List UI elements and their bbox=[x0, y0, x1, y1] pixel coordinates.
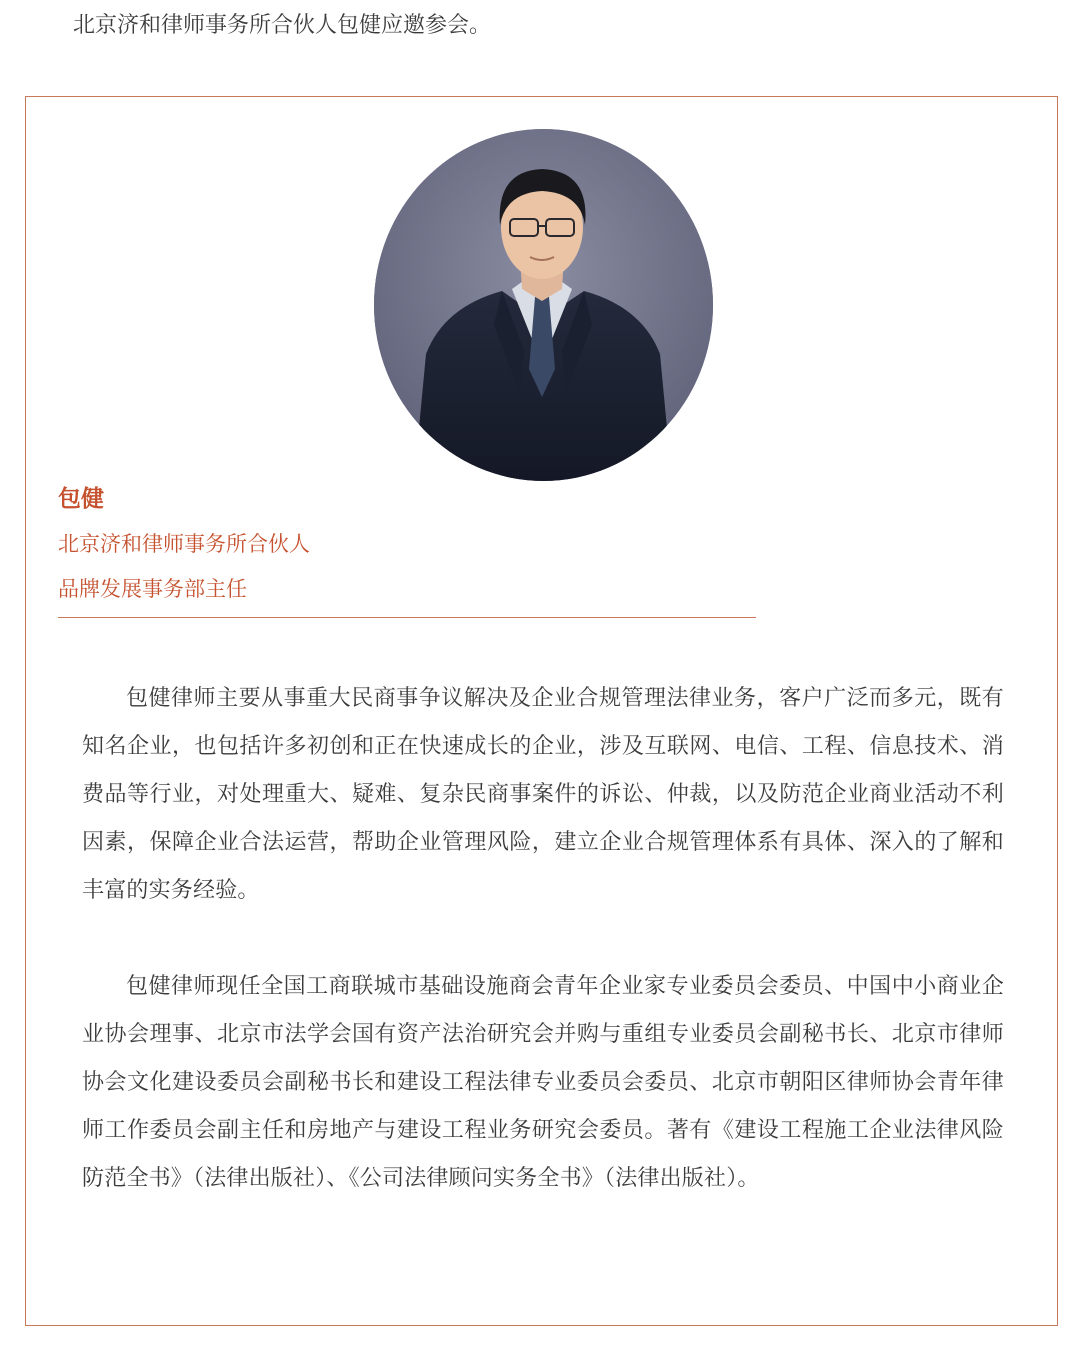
profile-title-firm: 北京济和律师事务所合伙人 bbox=[58, 532, 310, 556]
portrait-image bbox=[374, 129, 713, 481]
profile-card bbox=[25, 96, 1058, 1326]
bio-paragraph-positions: 包健律师现任全国工商联城市基础设施商会青年企业家专业委员会委员、中国中小商业企业协会理事、北京市法学会国有资产法治研究会并购与重组专业委员会副秘书长、北京市律师协会文化建设委员会副秘书长和建设工程法律专业委员会委员、北京市朝阳区律师协会青年律师工作委员会副主任和房地产与建设工程业务研究会委员。著有《建设工程施工企业法律风险防范全书》（法律出版社）、《公司法律顾问实务全书》（法律出版社）。 bbox=[82, 974, 1004, 1191]
profile-photo bbox=[374, 129, 713, 481]
bio-paragraph-practice: 包健律师主要从事重大民商事争议解决及企业合规管理法律业务，客户广泛而多元，既有知名企业，也包括许多初创和正在快速成长的企业，涉及互联网、电信、工程、信息技术、消费品等行业，对处理重大、疑难、复杂民商事案件的诉讼、仲裁，以及防范企业商业活动不利因素，保障企业合法运营，帮助企业管理风险，建立企业合规管理体系有具体、深入的了解和丰富的实务经验。 bbox=[82, 686, 1004, 903]
intro-text: 北京济和律师事务所合伙人包健应邀参会。 bbox=[73, 13, 492, 38]
divider bbox=[58, 617, 756, 618]
profile-name: 包健 bbox=[58, 486, 104, 512]
profile-title-department: 品牌发展事务部主任 bbox=[58, 577, 247, 601]
